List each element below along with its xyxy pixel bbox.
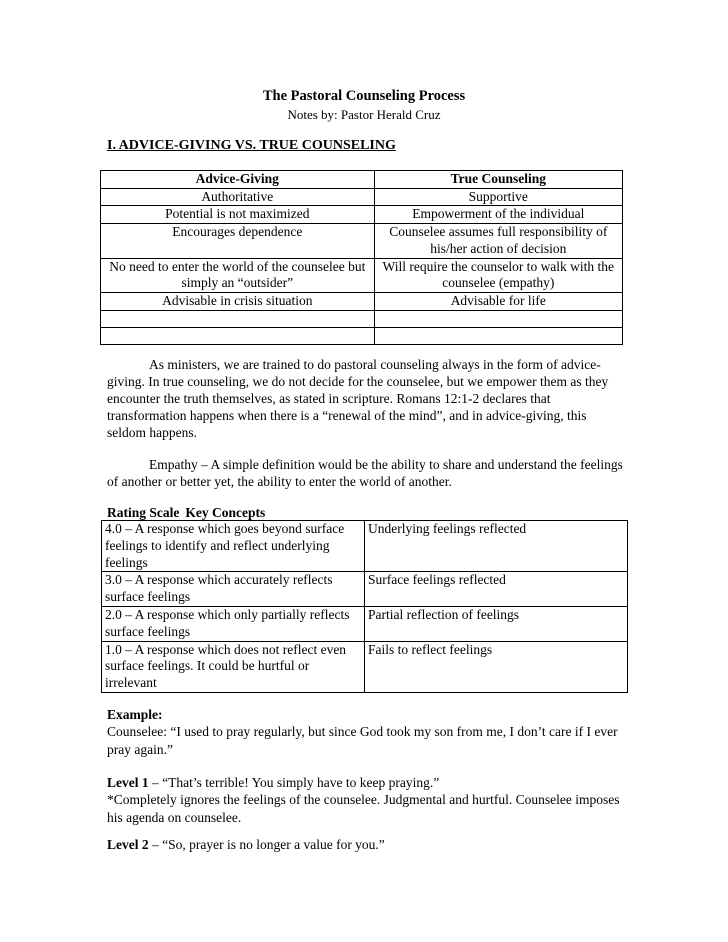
example-block (107, 706, 627, 758)
table-cell: 1.0 – A response which does not reflect even surface feelings. It could be hurtful or irrelevant (102, 641, 365, 692)
paragraph-text: Empathy – A simple definition would be the ability to share and understand the feelings of another or better yet, the ability to enter the world of another. (107, 457, 623, 489)
level-2-text: – “So, prayer is no longer a value for you.” (148, 837, 385, 852)
table-cell: Advisable for life (374, 292, 622, 310)
level-2-response (107, 836, 627, 853)
table-row (101, 206, 623, 224)
level-1-response (107, 774, 627, 791)
table-cell: Encourages dependence (101, 224, 375, 258)
table-row-empty (101, 310, 623, 327)
level-2-label: Level 2 (107, 837, 149, 852)
column-header-advice-giving: Advice-Giving (101, 171, 375, 189)
table-cell: 4.0 – A response which goes beyond surface feelings to identify and reflect underlying feelings (102, 521, 365, 572)
table-cell: 2.0 – A response which only partially reflects surface feelings (102, 606, 365, 641)
paragraph-ministers (107, 356, 627, 441)
table-row (102, 641, 628, 692)
table-cell: No need to enter the world of the counselee but simply an “outsider” (101, 258, 375, 292)
table-row-empty (101, 327, 623, 344)
paragraph-text: As ministers, we are trained to do pastoral counseling always in the form of advice-giving. In true counseling, we do not decide for the counselee, but we empower them as they encounter the truth themselves, as stated in scripture. Romans 12:1-2 declares that transformation happens when there is a “renewal of the mind”, and in advice-giving, this seldom happens. (107, 357, 609, 440)
table-cell: Authoritative (101, 188, 375, 206)
example-heading: Example: (107, 707, 163, 722)
table-cell-empty (101, 310, 375, 327)
key-concepts-label: Key Concepts (185, 505, 266, 520)
rating-scale-heading (107, 505, 271, 521)
table-row (102, 572, 628, 607)
table-cell-empty (374, 327, 622, 344)
table-cell: Empowerment of the individual (374, 206, 622, 224)
table-row (101, 224, 623, 258)
document-title: The Pastoral Counseling Process (262, 88, 466, 104)
table-cell: Surface feelings reflected (365, 572, 628, 607)
table-row (102, 606, 628, 641)
level-2-block (107, 836, 627, 853)
table-cell: Advisable in crisis situation (101, 292, 375, 310)
table-cell: Potential is not maximized (101, 206, 375, 224)
rating-scale-table (101, 520, 628, 693)
example-counselee-quote: Counselee: “I used to pray regularly, but since God took my son from me, I don’t care if I ever pray again.” (107, 724, 618, 757)
level-1-label: Level 1 (107, 775, 149, 790)
table-row (101, 292, 623, 310)
section-heading: I. ADVICE-GIVING VS. TRUE COUNSELING (107, 138, 396, 153)
table-cell: Supportive (374, 188, 622, 206)
table-cell: Underlying feelings reflected (365, 521, 628, 572)
table-row (101, 258, 623, 292)
table-cell-empty (101, 327, 375, 344)
comparison-header-row (101, 171, 623, 189)
table-row (102, 521, 628, 572)
document-subtitle: Notes by: Pastor Herald Cruz (287, 107, 441, 122)
rating-scale-label: Rating Scale (107, 505, 180, 520)
table-row (101, 188, 623, 206)
table-cell: 3.0 – A response which accurately reflects surface feelings (102, 572, 365, 607)
comparison-table (100, 170, 623, 345)
level-1-block (107, 774, 627, 826)
level-1-text: – “That’s terrible! You simply have to keep praying.” (148, 775, 440, 790)
table-cell: Will require the counselor to walk with the counselee (empathy) (374, 258, 622, 292)
level-1-note: *Completely ignores the feelings of the counselee. Judgmental and hurtful. Counselee imposes his agenda on counselee. (107, 792, 620, 825)
table-cell: Partial reflection of feelings (365, 606, 628, 641)
table-cell: Fails to reflect feelings (365, 641, 628, 692)
table-cell: Counselee assumes full responsibility of his/her action of decision (374, 224, 622, 258)
paragraph-empathy (107, 456, 627, 490)
column-header-true-counseling: True Counseling (374, 171, 622, 189)
table-cell-empty (374, 310, 622, 327)
